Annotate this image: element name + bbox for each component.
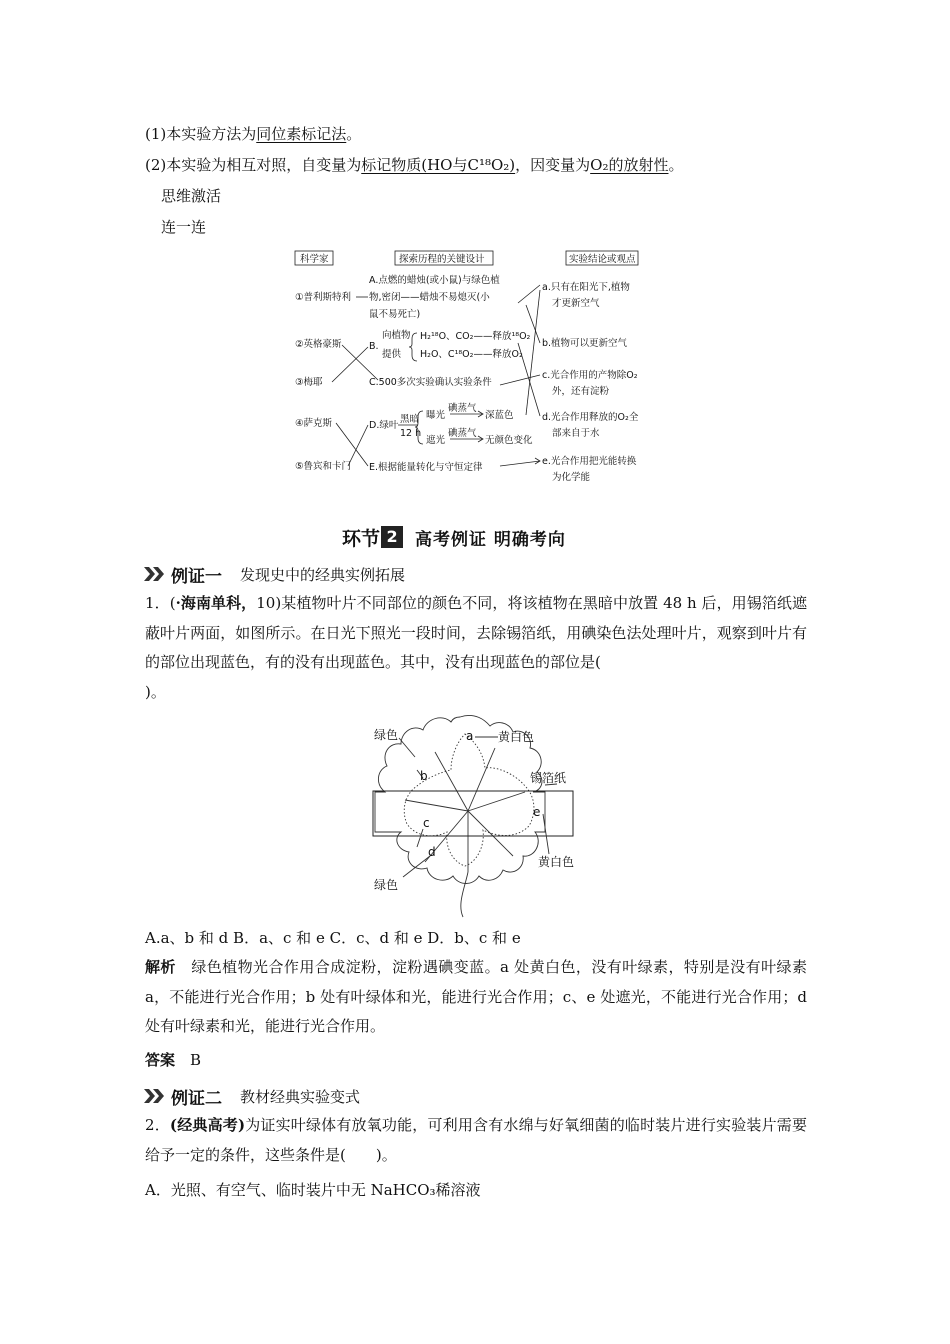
design-a-line3: 鼠不易死亡)	[369, 309, 421, 320]
header-conclusion: 实验结论或观点	[569, 254, 636, 265]
design-b-label: B.	[369, 341, 379, 352]
section-heading	[342, 522, 566, 552]
header-scientist: 科学家	[300, 254, 329, 265]
design-d-result2: 无颜色变化	[485, 435, 533, 446]
example1-heading	[143, 561, 405, 587]
answer-value: B	[190, 1051, 202, 1069]
design-b-prefix2: 提供	[382, 349, 402, 360]
leaf-figure	[365, 712, 590, 922]
question1-options: A.a、b 和 d B．a、c 和 e C．c、d 和 e D．b、c 和 e	[145, 929, 521, 947]
design-b-row1: H₂¹⁸O、CO₂——释放¹⁸O₂	[420, 331, 531, 342]
variable-text: (2)本实验为相互对照，自变量为	[145, 156, 362, 174]
conclusion-b: b.植物可以更新空气	[542, 338, 628, 349]
variable-line: (2)本实验为相互对照，自变量为标记物质(HO与C¹⁸O₂)，因变量为O₂的放射性。	[145, 156, 684, 174]
scientist-5: ⑤鲁宾和卡门	[295, 461, 352, 472]
scientist-2: ②英格豪斯	[295, 339, 342, 350]
label-e: e	[533, 805, 541, 819]
answer	[145, 1050, 201, 1070]
design-e: E.根据能量转化与守恒定律	[369, 462, 483, 473]
analysis-label: 解析	[145, 958, 176, 976]
conclusion-e-line2: 为化学能	[552, 472, 591, 483]
label-yellow-bottom: 黄白色	[538, 855, 575, 869]
header-design: 探索历程的关键设计	[399, 254, 485, 265]
question2	[145, 1111, 807, 1170]
conclusion-a-line2: 才更新空气	[552, 298, 600, 309]
method-text: (1)本实验方法为	[145, 125, 257, 143]
answer-label: 答案	[145, 1051, 176, 1069]
method-line: (1)本实验方法为同位素标记法。	[145, 125, 362, 143]
question1-source: ·海南单科，	[175, 594, 257, 612]
scientist-4: ④萨克斯	[295, 418, 333, 429]
design-d-result1: 深蓝色	[485, 410, 514, 421]
design-b-row2: H₂O、C¹⁸O₂——释放O₂	[420, 349, 523, 360]
label-a: a	[466, 729, 474, 743]
design-c: C.500多次实验确认实验条件	[369, 377, 492, 388]
design-d-light: 曝光	[426, 410, 446, 421]
design-d-iodine1: 碘蒸气	[448, 403, 477, 414]
question1-number: 1．(	[145, 594, 176, 612]
label-d: d	[428, 845, 436, 859]
label-foil: 锡箔纸	[530, 771, 567, 785]
conclusion-c-line2: 外，还有淀粉	[552, 386, 610, 397]
scientist-1: ①普利斯特利	[295, 292, 352, 303]
example2-title: 例证二	[171, 1088, 222, 1109]
design-d-iodine2: 碘蒸气	[448, 428, 477, 439]
double-chevron-icon	[143, 1088, 167, 1104]
label-yellow-top: 黄白色	[498, 730, 535, 744]
design-d-dark: 黑暗	[400, 414, 420, 425]
label-c: c	[423, 816, 430, 830]
section-number: 2	[381, 526, 403, 548]
label-b: b	[420, 769, 428, 783]
design-d-shade: 遮光	[426, 435, 446, 446]
independent-variable-answer: 标记物质(HO与C¹⁸O₂)	[361, 156, 516, 174]
think-heading: 思维激活	[161, 187, 222, 205]
scientist-3: ③梅耶	[295, 377, 323, 388]
conclusion-a-line1: a.只有在阳光下,植物	[542, 282, 630, 293]
design-d-hours: 12 h	[400, 428, 422, 439]
question1: 1．(·海南单科，10)某植物叶片不同部位的颜色不同，将该植物在黑暗中放置 48 h 后，用锡箔纸遮蔽叶片两面，如图所示。在日光下照光一段时间，去除锡箔纸，用碘染色法处理叶片，观察到叶片有的部位出现蓝色，有的没有出现蓝色。其中，没有出现蓝色的部位是( )。	[145, 594, 807, 701]
example2-subtitle: 教材经典实验变式	[240, 1087, 361, 1106]
question2-source: (经典高考)	[169, 1116, 246, 1134]
leaf-pale-region	[404, 734, 534, 866]
method-answer: 同位素标记法	[256, 125, 347, 143]
link-heading: 连一连	[161, 218, 207, 236]
analysis-text: 绿色植物光合作用合成淀粉，淀粉遇碘变蓝。a 处黄白色，没有叶绿素，特别是没有叶绿素 a，不能进行光合作用；b 处有叶绿体和光，能进行光合作用；c、e 处遮光，不能进行光合作用；d 处有叶绿素和光，能进行光合作用。	[145, 958, 807, 1035]
label-green-top: 绿色	[374, 728, 399, 742]
section-title: 高考例证 明确考向	[415, 529, 566, 550]
question2-option-a: A．光照、有空气、临时装片中无 NaHCO₃稀溶液	[145, 1181, 481, 1199]
example1-title: 例证一	[171, 566, 222, 587]
question1-text: 10)某植物叶片不同部位的颜色不同，将该植物在黑暗中放置 48 h 后，用锡箔纸遮蔽叶片两面，如图所示。在日光下照光一段时间，去除锡箔纸，用碘染色法处理叶片，观察到叶片有的部位出现蓝色，有的没有出现蓝色。其中，没有出现蓝色的部位是(	[145, 594, 807, 671]
analysis	[145, 953, 807, 1042]
section-prefix: 环节	[342, 527, 381, 550]
conclusion-e-line1: e.光合作用把光能转换	[542, 456, 637, 467]
dependent-variable-answer: O₂的放射性	[590, 156, 669, 174]
example1-subtitle: 发现史中的经典实例拓展	[240, 565, 406, 584]
label-green-bottom: 绿色	[374, 878, 399, 892]
design-d-label: D.绿叶	[369, 420, 399, 431]
conclusion-d-line1: d.光合作用释放的O₂全	[542, 412, 639, 423]
design-a-line1: A.点燃的蜡烛(或小鼠)与绿色植	[369, 275, 500, 286]
double-chevron-icon	[143, 566, 167, 582]
design-b-prefix1: 向植物	[382, 330, 411, 341]
foil-band	[373, 791, 573, 836]
question2-number: 2．	[145, 1116, 170, 1134]
matching-diagram	[290, 245, 660, 490]
design-a-line2: 物,密闭——蜡烛不易熄灭(小	[369, 292, 490, 303]
conclusion-d-line2: 部来自于水	[552, 428, 600, 439]
example2-heading	[143, 1083, 360, 1109]
question2-text: 为证实叶绿体有放氧功能，可利用含有水绵与好氧细菌的临时装片进行实验装片需要给予一定的条件，这些条件是( )。	[145, 1116, 807, 1164]
conclusion-c-line1: c.光合作用的产物除O₂	[542, 370, 638, 381]
